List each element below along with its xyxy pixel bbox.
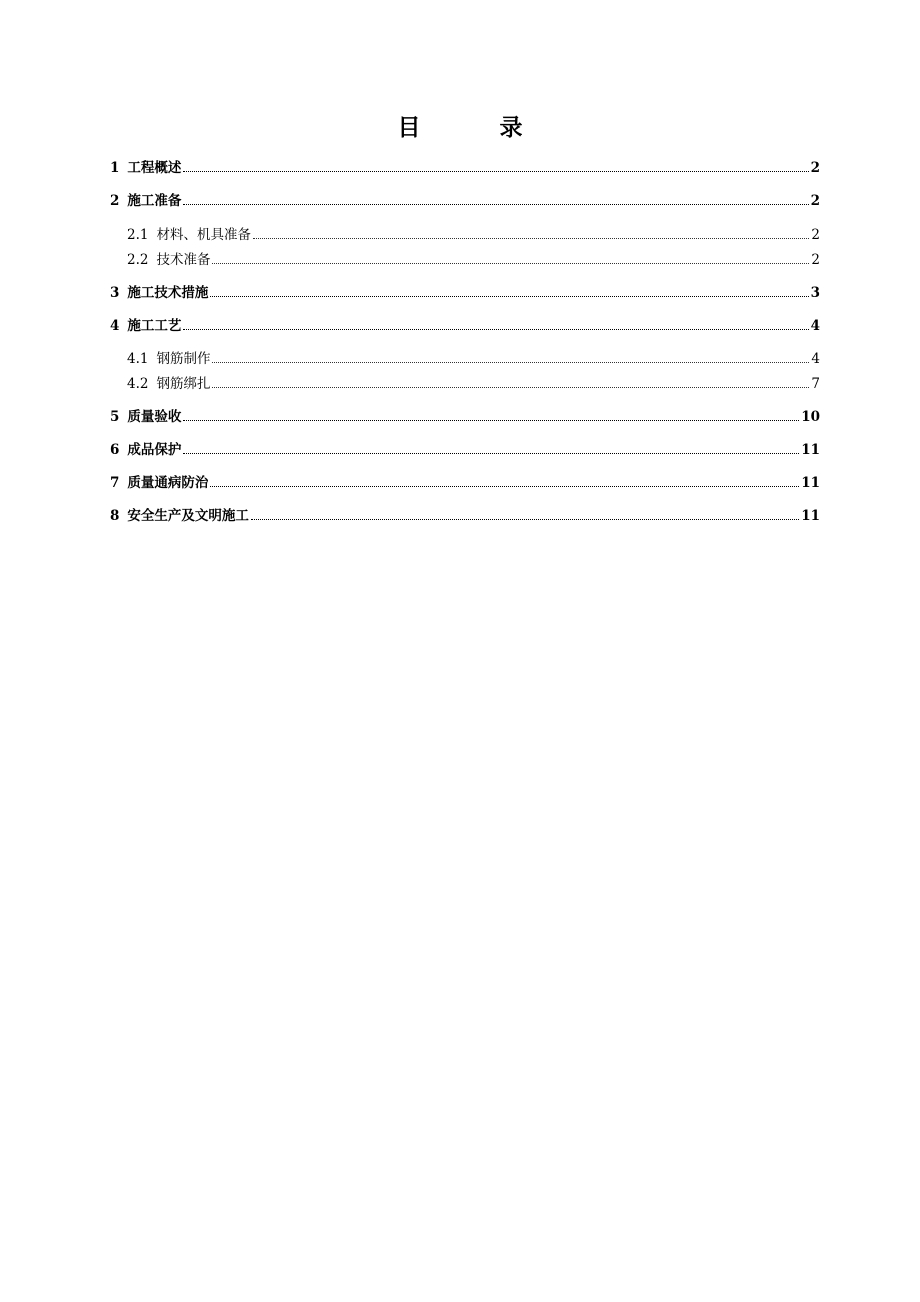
toc-entry-label: 质量通病防治: [127, 475, 209, 491]
toc-entry-4[interactable]: [110, 316, 820, 336]
toc-entry-label: 材料、机具准备: [156, 227, 251, 243]
toc-entry-number: 3: [110, 285, 120, 301]
toc-entry-2-2[interactable]: [127, 250, 820, 270]
toc-entry-page: 2: [810, 160, 820, 176]
toc-entry-number: 8: [110, 508, 120, 524]
toc-entry-number: 7: [110, 475, 120, 491]
toc-entry-page: 2: [811, 227, 820, 243]
toc-entry-page: 11: [801, 508, 820, 524]
toc-entry-5[interactable]: [110, 407, 820, 427]
toc-leader-dots: [183, 170, 808, 172]
toc-entry-2[interactable]: [110, 191, 820, 211]
toc-leader-dots: [183, 203, 808, 205]
toc-entry-number: 5: [110, 409, 120, 425]
toc-entry-number: 1: [110, 160, 120, 176]
toc-entry-number: 2.1: [127, 227, 149, 243]
toc-entry-8[interactable]: [110, 506, 820, 526]
toc-entry-label: 钢筋绑扎: [156, 376, 211, 392]
toc-title: 目 录: [397, 115, 551, 141]
toc-entry-number: 4.1: [127, 351, 149, 367]
toc-entry-3[interactable]: [110, 283, 820, 303]
toc-leader-dots: [212, 361, 809, 363]
toc-entry-page: 11: [801, 442, 820, 458]
toc-leader-dots: [212, 262, 809, 264]
toc-leader-dots: [210, 295, 808, 297]
toc-entry-label: 施工技术措施: [127, 285, 209, 301]
toc-leader-dots: [251, 518, 799, 520]
toc-entry-number: 2: [110, 193, 120, 209]
toc-entry-label: 质量验收: [127, 409, 182, 425]
toc-leader-dots: [183, 419, 799, 421]
toc-leader-dots: [253, 237, 809, 239]
toc-entry-number: 2.2: [127, 252, 149, 268]
toc-entry-label: 成品保护: [127, 442, 182, 458]
toc-leader-dots: [210, 485, 799, 487]
toc-entry-4-2[interactable]: [127, 374, 820, 394]
toc-entry-page: 2: [810, 193, 820, 209]
toc-leader-dots: [183, 452, 799, 454]
toc-entry-page: 10: [801, 409, 820, 425]
toc-entry-4-1[interactable]: [127, 349, 820, 369]
toc-leader-dots: [183, 328, 808, 330]
toc-entry-label: 钢筋制作: [156, 351, 211, 367]
toc-entry-1[interactable]: [110, 158, 820, 178]
toc-entry-label: 工程概述: [127, 160, 182, 176]
toc-entry-label: 安全生产及文明施工: [127, 508, 249, 524]
toc-entry-number: 4: [110, 318, 120, 334]
toc-entry-label: 技术准备: [156, 252, 211, 268]
toc-leader-dots: [212, 386, 809, 388]
toc-entry-page: 7: [811, 376, 820, 392]
toc-entry-page: 3: [810, 285, 820, 301]
toc-entry-page: 4: [811, 351, 820, 367]
toc-entry-7[interactable]: [110, 473, 820, 493]
toc-entry-6[interactable]: [110, 440, 820, 460]
toc-entry-page: 4: [810, 318, 820, 334]
toc-entry-page: 11: [801, 475, 820, 491]
toc-entry-2-1[interactable]: [127, 225, 820, 245]
toc-entry-label: 施工工艺: [127, 318, 182, 334]
toc-entry-number: 4.2: [127, 376, 149, 392]
toc-entry-number: 6: [110, 442, 120, 458]
toc-entry-page: 2: [811, 252, 820, 268]
toc-entry-label: 施工准备: [127, 193, 182, 209]
